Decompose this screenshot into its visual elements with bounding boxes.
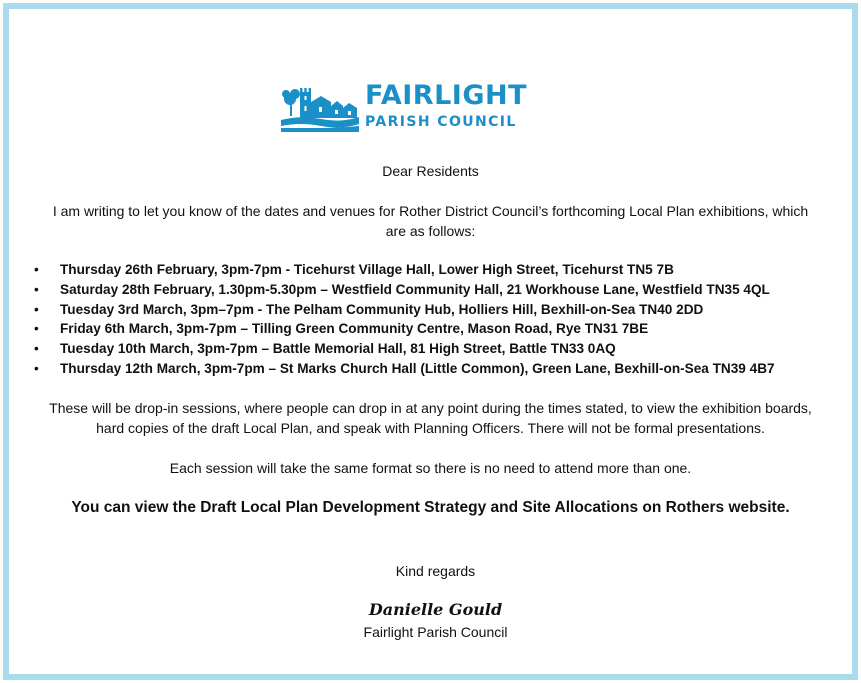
venue-text: Thursday 26th February, 3pm-7pm - Ticehurst Village Hall, Lower High Street, Ticehurst TN5 7B	[60, 262, 674, 277]
venue-text: Tuesday 10th March, 3pm-7pm – Battle Memorial Hall, 81 High Street, Battle TN33 0AQ	[60, 341, 616, 357]
view-plan-notice: You can view the Draft Local Plan Development Strategy and Site Allocations on Rothers website.	[71, 499, 790, 516]
bullet-icon: •	[34, 321, 39, 337]
letter-intro: I am writing to let you know of the dates and venues for Rother District Council’s forthcoming Local Plan exhibitions, which are as follows:	[52, 203, 809, 239]
organisation-name: Fairlight Parish Council	[363, 624, 508, 640]
closing-line: Kind regards	[395, 563, 476, 579]
list-item	[34, 319, 834, 339]
list-item	[34, 359, 834, 379]
list-item	[34, 260, 834, 280]
venue-text: Tuesday 3rd March, 3pm–7pm - The Pelham Community Hub, Holliers Hill, Bexhill-on-Sea TN40 2DD	[60, 301, 704, 317]
letter-greeting: Dear Residents	[382, 163, 479, 179]
signature: Danielle Gould	[368, 600, 503, 619]
village-church-logo-icon	[281, 82, 359, 132]
bullet-icon: •	[34, 341, 39, 357]
bullet-icon: •	[34, 301, 39, 317]
bullet-icon: •	[34, 360, 39, 376]
logo-subtitle: PARISH COUNCIL	[365, 114, 517, 130]
logo-title: FAIRLIGHT	[365, 80, 528, 111]
list-item	[34, 339, 834, 359]
dropin-paragraph: These will be drop-in sessions, where people can drop in at any point during the times stated, to view the exhibition boards, hard copies of the draft Local Plan, and speak with Planning Officers. There will not be formal presentations.	[49, 400, 812, 436]
venue-list	[34, 260, 834, 379]
council-logo	[281, 82, 546, 132]
format-paragraph: Each session will take the same format so there is no need to attend more than one.	[169, 460, 692, 476]
list-item	[34, 300, 834, 320]
venue-text: Thursday 12th March, 3pm-7pm – St Marks Church Hall (Little Common), Green Lane, Bexhill-on-Sea TN39 4B7	[60, 360, 775, 376]
bullet-icon: •	[34, 262, 39, 277]
venue-text: Friday 6th March, 3pm-7pm – Tilling Green Community Centre, Mason Road, Rye TN31 7BE	[60, 321, 649, 337]
venue-text: Saturday 28th February, 1.30pm-5.30pm – Westfield Community Hall, 21 Workhouse Lane, Westfield TN35 4QL	[60, 281, 770, 297]
list-item	[34, 280, 834, 300]
bullet-icon: •	[34, 281, 39, 297]
